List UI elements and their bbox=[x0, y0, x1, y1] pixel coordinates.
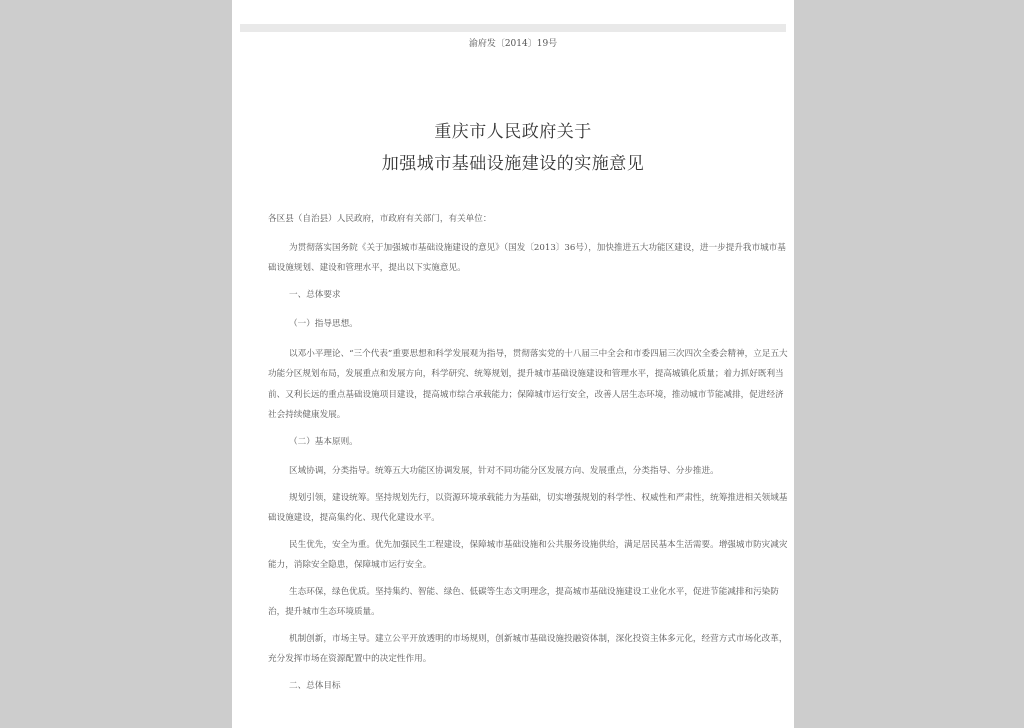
document-body bbox=[268, 209, 788, 705]
paragraph: 生态环保，绿色优质。坚持集约、智能、绿色、低碳等生态文明理念，提高城市基础设施建设工业化水平，促进节能减排和污染防治，提升城市生态环境质量。 bbox=[268, 586, 779, 617]
page-header-bar bbox=[240, 24, 786, 32]
paragraph: 机制创新，市场主导。建立公平开放透明的市场规则，创新城市基础设施投融资体制，深化投资主体多元化，经营方式市场化改革，充分发挥市场在资源配置中的决定性作用。 bbox=[268, 633, 788, 664]
subsection-heading: （一）指导思想。 bbox=[289, 319, 358, 329]
salutation: 各区县（自治县）人民政府，市政府有关部门，有关单位： bbox=[268, 214, 492, 224]
document-title-line-1: 重庆市人民政府关于 bbox=[434, 122, 592, 142]
document-page bbox=[232, 0, 794, 728]
section-heading: 一、总体要求 bbox=[289, 289, 341, 300]
paragraph: 规划引领，建设统筹。坚持规划先行，以资源环境承载能力为基础，切实增强规划的科学性、权威性和严肃性，统筹推进相关领域基础设施建设，提高集约化、现代化建设水平。 bbox=[268, 492, 788, 523]
paragraph: 区域协调，分类指导。统筹五大功能区协调发展，针对不同功能分区发展方向、发展重点，分类指导、分步推进。 bbox=[289, 466, 719, 476]
paragraph: 为贯彻落实国务院《关于加强城市基础设施建设的意见》（国发〔2013〕36号），加快推进五大功能区建设，进一步提升我市城市基础设施规划、建设和管理水平，提出以下实施意见。 bbox=[268, 242, 786, 273]
subsection-heading: （二）基本原则。 bbox=[289, 436, 358, 447]
paragraph: 民生优先，安全为重。优先加强民生工程建设，保障城市基础设施和公共服务设施供给，满足居民基本生活需要。增强城市防灾减灾能力，消除安全隐患，保障城市运行安全。 bbox=[268, 539, 788, 570]
paragraph: 以邓小平理论、“三个代表”重要思想和科学发展观为指导，贯彻落实党的十八届三中全会和市委四届三次四次全委会精神，立足五大功能分区规划布局，发展重点和发展方向，科学研究、统筹规划，提升城市基础设施建设和管理水平，提高城镇化质量；着力抓好既利当前、又利长远的重点基础设施项目建设，提高城市综合承载能力；保障城市运行安全，改善人居生态环境，推动城市节能减排，促进经济社会持续健康发展。 bbox=[268, 348, 788, 420]
document-number: 渝府发〔2014〕19号 bbox=[468, 39, 558, 49]
document-title-line-2: 加强城市基础设施建设的实施意见 bbox=[381, 154, 645, 174]
section-heading: 二、总体目标 bbox=[289, 680, 341, 691]
